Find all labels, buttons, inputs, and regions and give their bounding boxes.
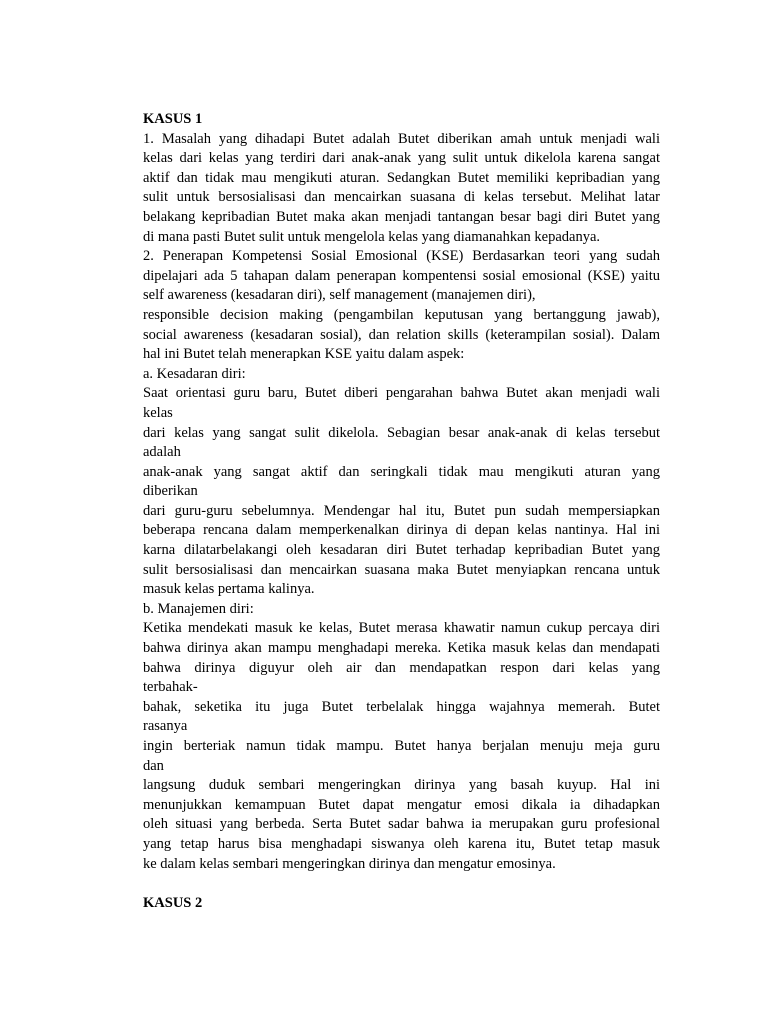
paragraph-line: ke dalam kelas sembari mengeringkan dirinya dan mengatur emosinya.: [143, 855, 556, 872]
paragraph-line: dari kelas yang sangat sulit dikelola. Sebagian besar anak-anak di kelas tersebut: [143, 424, 660, 441]
paragraph-line: kelas: [143, 404, 173, 421]
paragraph-line: adalah: [143, 444, 181, 461]
paragraph-line: a. Kesadaran diri:: [143, 365, 246, 382]
paragraph-line: belakang kepribadian Butet maka akan menjadi tantangan besar bagi diri Butet yang: [143, 208, 660, 225]
paragraph-line: ingin berteriak namun tidak mampu. Butet hanya berjalan menuju meja guru: [143, 738, 660, 754]
paragraph-line: dari guru-guru sebelumnya. Mendengar hal itu, Butet pun sudah mempersiapkan: [143, 502, 660, 519]
kasus-1-body: [143, 130, 660, 875]
paragraph-line: masuk kelas pertama kalinya.: [143, 581, 315, 598]
paragraph-line: yang tetap harus bisa menghadapi siswanya oleh karena itu, Butet tetap masuk: [143, 835, 660, 852]
paragraph-line: bahak, seketika itu juga Butet terbelalak hingga wajahnya memerah. Butet: [143, 698, 660, 715]
paragraph-line: diberikan: [143, 483, 198, 500]
section-spacer: [143, 874, 660, 894]
paragraph-line: bahwa dirinya diguyur oleh air dan mendapatkan respon dari kelas yang: [143, 659, 660, 676]
kasus-2-heading: KASUS 2: [143, 894, 203, 911]
document-body: [143, 110, 660, 913]
kasus-1-heading: KASUS 1: [143, 111, 203, 127]
paragraph-line: anak-anak yang sangat aktif dan seringkali tidak mau mengikuti aturan yang: [143, 463, 660, 480]
paragraph-line: 1. Masalah yang dihadapi Butet adalah Butet diberikan amah untuk menjadi wali: [143, 130, 660, 147]
paragraph-line: kelas dari kelas yang terdiri dari anak-anak yang sulit untuk dikelola karena sangat: [143, 150, 660, 167]
paragraph-line: di mana pasti Butet sulit untuk mengelola kelas yang diamanahkan kepadanya.: [143, 228, 601, 245]
paragraph-line: karna dilatarbelakangi oleh kesadaran diri Butet terhadap kepribadian Butet yang: [143, 542, 660, 559]
paragraph-line: menunjukkan kemampuan Butet dapat mengatur emosi dikala ia dihadapkan: [143, 796, 660, 813]
paragraph-line: responsible decision making (pengambilan keputusan yang bertanggung jawab),: [143, 306, 660, 323]
paragraph-line: Saat orientasi guru baru, Butet diberi pengarahan bahwa Butet akan menjadi wali: [143, 385, 660, 402]
paragraph-line: beberapa rencana dalam memperkenalkan dirinya di depan kelas nantinya. Hal ini: [143, 522, 660, 539]
paragraph-line: langsung duduk sembari mengeringkan dirinya yang basah kuyup. Hal ini: [143, 777, 660, 794]
paragraph-line: dipelajari ada 5 tahapan dalam penerapan kompentensi sosial emosional (KSE) yaitu: [143, 267, 660, 284]
paragraph-line: aktif dan tidak mau mengikuti aturan. Sedangkan Butet memiliki kepribadian yang: [143, 169, 660, 186]
paragraph-line: hal ini Butet telah menerapkan KSE yaitu dalam aspek:: [143, 346, 465, 363]
paragraph-line: bahwa dirinya akan mampu menghadapi mereka. Ketika masuk kelas dan mendapati: [143, 640, 660, 657]
paragraph-line: oleh situasi yang berbeda. Serta Butet sadar bahwa ia merupakan guru profesional: [143, 816, 660, 833]
paragraph-line: sulit bersosialisasi dan mencairkan suasana maka Butet menyiapkan rencana untuk: [143, 561, 660, 578]
paragraph-line: b. Manajemen diri:: [143, 600, 254, 617]
paragraph-line: Ketika mendekati masuk ke kelas, Butet merasa khawatir namun cukup percaya diri: [143, 620, 660, 637]
paragraph-line: self awareness (kesadaran diri), self management (manajemen diri),: [143, 287, 536, 304]
paragraph-line: 2. Penerapan Kompetensi Sosial Emosional (KSE) Berdasarkan teori yang sudah: [143, 248, 660, 265]
paragraph-line: social awareness (kesadaran sosial), dan relation skills (keterampilan sosial). Dalam: [143, 326, 660, 343]
paragraph-line: rasanya: [143, 718, 188, 735]
paragraph-line: sulit untuk bersosialisasi dan mencairkan suasana di kelas tersebut. Melihat latar: [143, 189, 660, 206]
paragraph-line: terbahak-: [143, 679, 198, 696]
paragraph-line: dan: [143, 757, 164, 774]
